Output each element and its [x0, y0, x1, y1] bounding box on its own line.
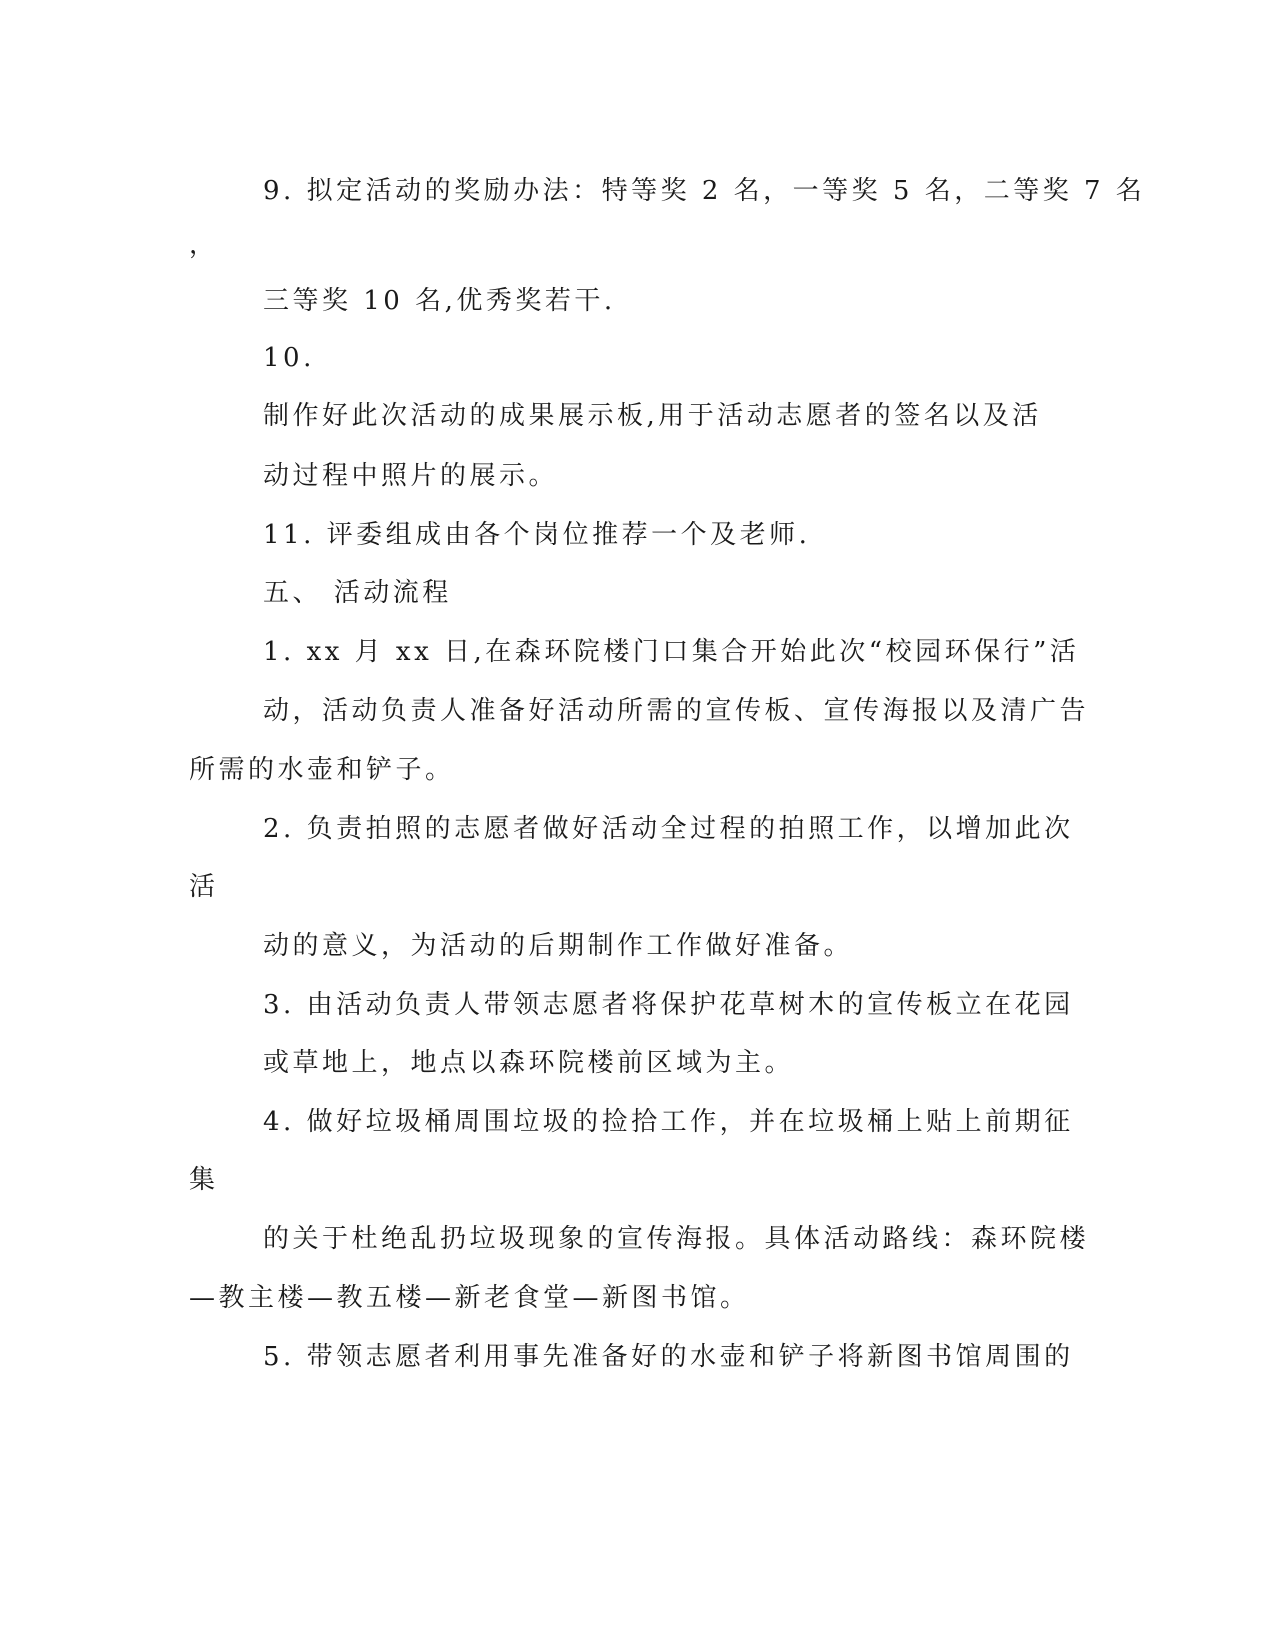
text-line: ，: [189, 230, 219, 260]
text-line: 10.: [263, 343, 315, 373]
section-heading: 五、 活动流程: [263, 578, 452, 608]
text-line: 4. 做好垃圾桶周围垃圾的捡拾工作，并在垃圾桶上贴上前期征: [263, 1107, 1074, 1137]
text-line: 5. 带领志愿者利用事先准备好的水壶和铲子将新图书馆周围的: [263, 1342, 1074, 1372]
text-line: 动过程中照片的展示。: [263, 461, 559, 491]
text-line: 活: [189, 872, 219, 902]
text-line: 制作好此次活动的成果展示板,用于活动志愿者的签名以及活: [263, 401, 1042, 431]
text-line: 1. xx 月 xx 日,在森环院楼门口集合开始此次“校园环保行”活: [263, 637, 1080, 667]
text-line: 11. 评委组成由各个岗位推荐一个及老师.: [263, 520, 811, 550]
text-line: 3. 由活动负责人带领志愿者将保护花草树木的宣传板立在花园: [263, 990, 1074, 1020]
text-line: 9. 拟定活动的奖励办法：特等奖 2 名，一等奖 5 名，二等奖 7 名: [263, 176, 1146, 206]
text-line: 的关于杜绝乱扔垃圾现象的宣传海报。具体活动路线：森环院楼: [263, 1224, 1090, 1254]
text-line: 2. 负责拍照的志愿者做好活动全过程的拍照工作，以增加此次: [263, 814, 1074, 844]
text-line: 集: [189, 1165, 219, 1195]
text-line: —教主楼—教五楼—新老食堂—新图书馆。: [189, 1283, 750, 1313]
text-line: 动，活动负责人准备好活动所需的宣传板、宣传海报以及清广告: [263, 696, 1090, 726]
text-line: 所需的水壶和铲子。: [189, 755, 455, 785]
text-line: 三等奖 10 名,优秀奖若干.: [263, 286, 616, 316]
text-line: 动的意义，为活动的后期制作工作做好准备。: [263, 931, 854, 961]
text-line: 或草地上，地点以森环院楼前区域为主。: [263, 1048, 795, 1078]
